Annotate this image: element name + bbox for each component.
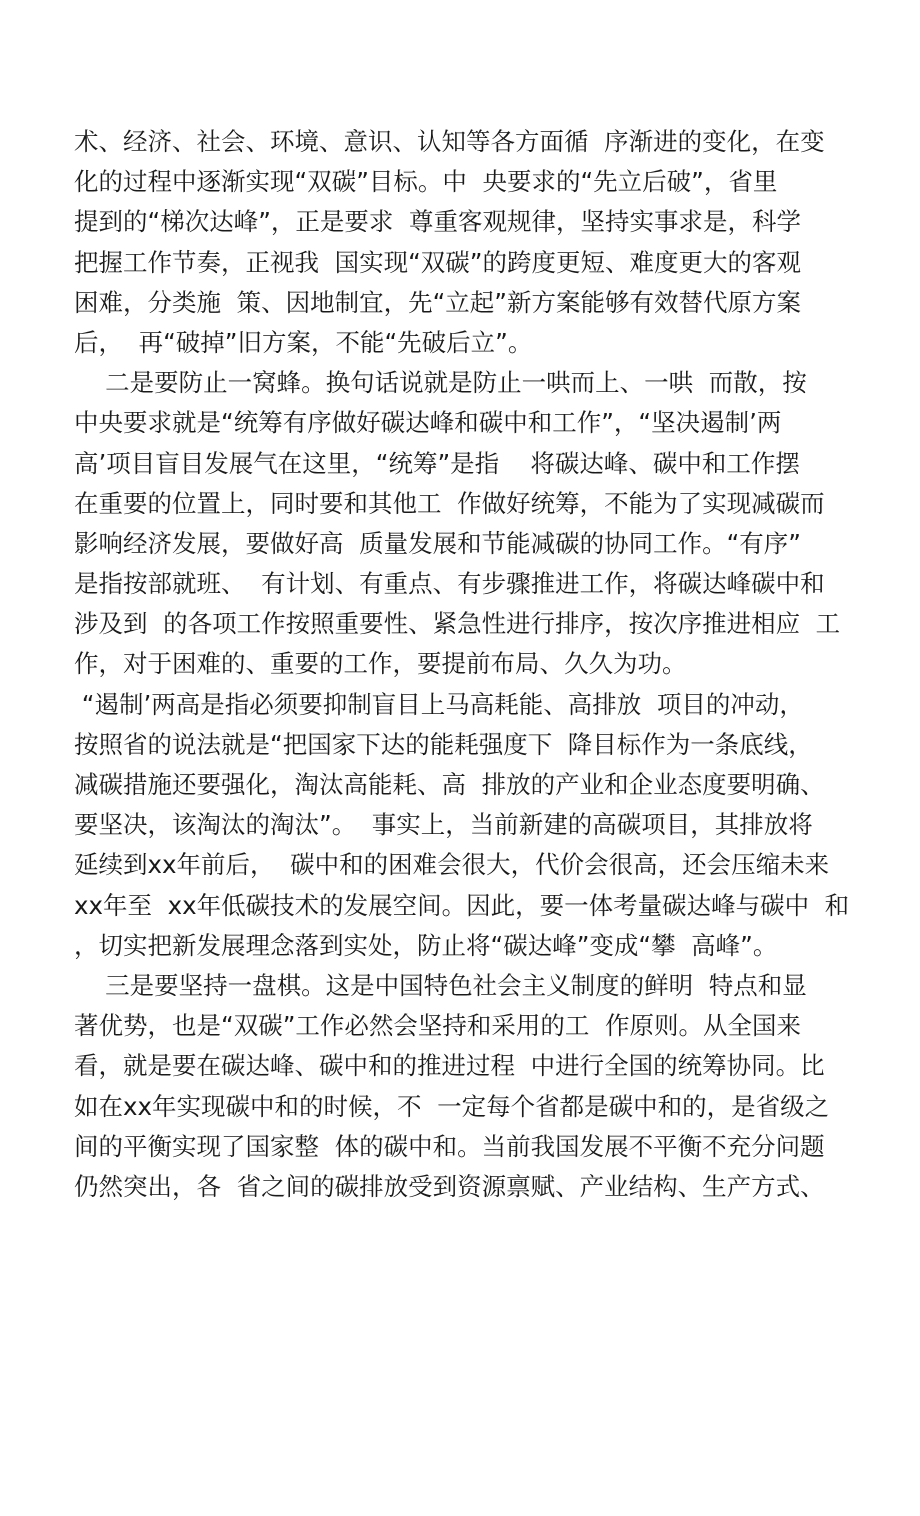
- text-line: 中央要求就是“统筹有序做好碳达峰和碳中和工作”，“坚决遏制’两: [74, 408, 782, 438]
- text-line: 如在xx年实现碳中和的时候，不 一定每个省都是碳中和的，是省级之: [74, 1091, 830, 1121]
- text-line: 间的平衡实现了国家整 体的碳中和。当前我国发展不平衡不充分问题: [74, 1131, 825, 1161]
- text-line: 术、经济、社会、环境、意识、认知等各方面循 序渐进的变化，在变: [74, 127, 825, 156]
- text-line: 要坚决，该淘汰的淘汰”。 事实上，当前新建的高碳项目，其排放将: [74, 810, 813, 840]
- text-line: 看，就是要在碳达峰、碳中和的推进过程 中进行全国的统筹协同。比: [74, 1051, 825, 1081]
- text-line: 仍然突出，各 省之间的碳排放受到资源禀赋、产业结构、生产方式、: [74, 1171, 825, 1201]
- text-line: 化的过程中逐渐实现“双碳”目标。中 央要求的“先立后破”，省里: [74, 167, 778, 197]
- text-line: 作，对于困难的、重要的工作，要提前布局、久久为功。: [74, 649, 687, 679]
- text-line: 涉及到 的各项工作按照重要性、紧急性进行排序，按次序推进相应 工: [74, 609, 841, 639]
- text-line: 影响经济发展，要做好高 质量发展和节能减碳的协同工作。“有序”: [74, 528, 801, 558]
- text-line: 后， 再“破掉”旧方案，不能“先破后立”。: [74, 327, 533, 357]
- text-line: 在重要的位置上，同时要和其他工 作做好统筹，不能为了实现减碳而: [74, 488, 825, 518]
- text-line: 著优势，也是“双碳”工作必然会坚持和采用的工 作原则。从全国来: [74, 1011, 801, 1041]
- text-line: “遏制’两高是指必须要抑制盲目上马高耗能、高排放 项目的冲动，: [74, 689, 804, 719]
- text-line: xx年至 xx年低碳技术的发展空间。因此，要一体考量碳达峰与碳中 和: [74, 890, 850, 920]
- text-line: 按照省的说法就是“把国家下达的能耗强度下 降目标作为一条底线，: [74, 729, 813, 759]
- text-line: 二是要防止一窝蜂。换句话说就是防止一哄而上、一哄 而散，按: [74, 368, 807, 398]
- body-text: [74, 122, 854, 1207]
- text-line: 三是要坚持一盘棋。这是中国特色社会主义制度的鲜明 特点和显: [74, 970, 807, 1000]
- text-line: 提到的“梯次达峰”，正是要求 尊重客观规律，坚持实事求是，科学: [74, 207, 801, 237]
- text-line: 把握工作节奏，正视我 国实现“双碳”的跨度更短、难度更大的客观: [74, 247, 801, 277]
- text-line: 高’项目盲目发展气在这里，“统筹”是指 将碳达峰、碳中和工作摆: [74, 448, 800, 478]
- text-line: 延续到xx年前后， 碳中和的困难会很大，代价会很高，还会压缩未来: [74, 850, 830, 880]
- text-line: 困难，分类施 策、因地制宜，先“立起”新方案能够有效替代原方案: [74, 287, 801, 317]
- text-line: 是指按部就班、 有计划、有重点、有步骤推进工作，将碳达峰碳中和: [74, 569, 825, 599]
- text-line: ，切实把新发展理念落到实处，防止将“碳达峰”变成“攀 高峰”。: [74, 930, 778, 960]
- text-line: 减碳措施还要强化，淘汰高能耗、高 排放的产业和企业态度要明确、: [74, 770, 825, 799]
